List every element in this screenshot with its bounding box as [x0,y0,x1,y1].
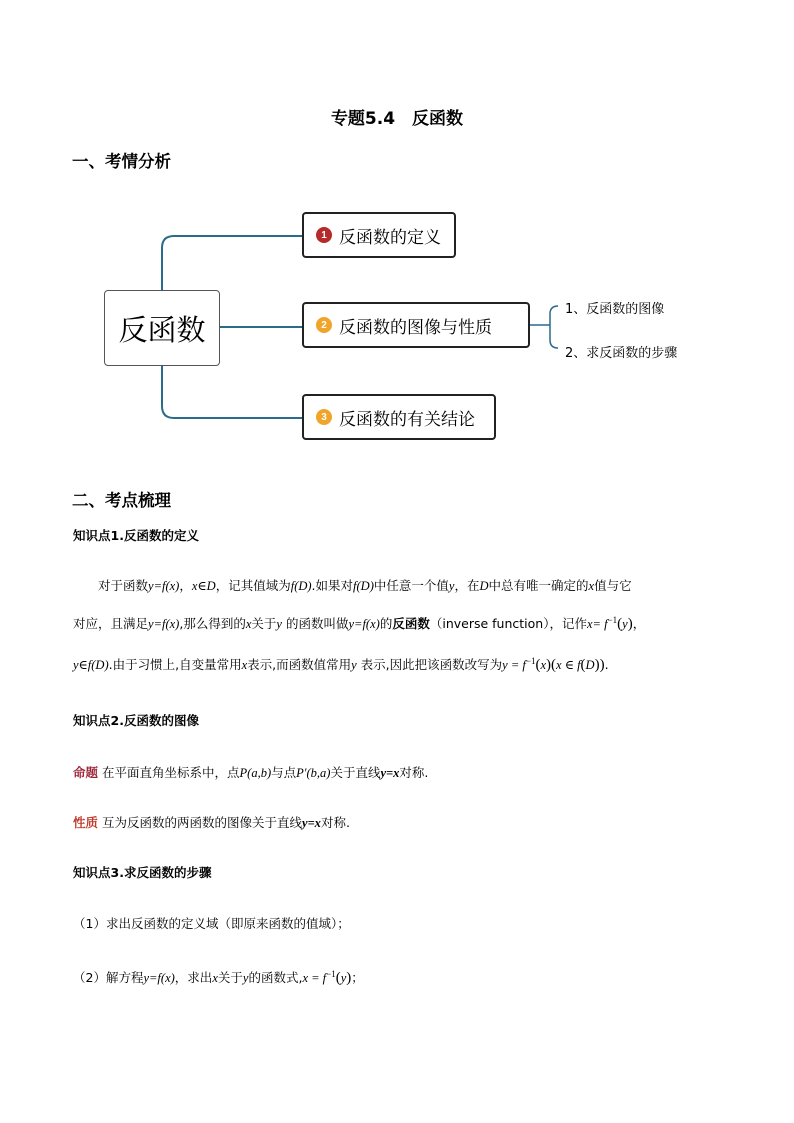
math: x [588,579,595,593]
mindmap-subnode-graph: 1、反函数的图像 [565,302,665,317]
text: 关于直线 [330,765,381,780]
math: D [585,658,595,672]
section-heading-points: 二、考点梳理 [72,491,171,510]
proposition-tag: 命题 [73,765,99,780]
math: x [241,658,248,672]
paragraph-line-3 [73,655,609,674]
math: f(D) [290,579,312,593]
math: P(a,b) [239,766,272,780]
text: 对称. [399,765,429,780]
math: y [276,617,282,631]
node-label: 反函数的定义 [339,227,441,248]
superscript: −1 [326,968,336,979]
text: 与点 [271,765,297,780]
math: x= f [586,617,608,631]
text: 对应，且满足 [73,616,149,631]
math: P′(b,a) [296,766,331,780]
mindmap-subnode-steps: 2、求反函数的步骤 [565,346,678,361]
section-heading-analysis: 一、考情分析 [72,152,171,171]
math: x [540,658,547,672]
proposition-line [73,763,428,781]
paren: ) [346,970,352,986]
math: x ∈ f [556,658,581,672]
property-tag: 性质 [73,815,99,830]
math: y=f(x) [348,617,380,631]
text: 的 [379,616,393,631]
paren: ( [580,657,586,673]
math: x [212,971,218,985]
node-label: 反函数的图像与性质 [339,317,492,338]
text: ，记其值域为 [215,578,291,593]
math: y=x [380,766,400,780]
number-badge: 2 [316,317,332,333]
math: y=f(x) [148,617,180,631]
paren: ( [335,970,341,986]
text: .由于习惯上,自变量常用 [108,657,242,672]
knowledge-point-1-heading: 知识点1.反函数的定义 [73,528,199,543]
text: ，在 [454,578,480,593]
text: （inverse function），记作 [429,616,587,631]
math: x∈D [191,579,216,593]
paragraph-line-1 [98,576,632,594]
property-line [73,813,350,831]
text: . [604,657,609,672]
paren: ) [627,616,633,632]
knowledge-point-3-heading: 知识点3.求反函数的步骤 [73,865,212,880]
text: 中总有唯一确定的 [488,578,589,593]
mindmap-node-conclusions [302,394,496,440]
mindmap-node-graph-properties [302,302,530,348]
term-inverse-function: 反函数 [392,616,430,631]
text: .如果对 [311,578,354,593]
text: ， [632,616,646,631]
paren: ( [617,616,623,632]
math: y [242,971,249,985]
math: y∈f(D) [73,658,109,672]
math: D [479,579,489,593]
superscript: −1 [607,614,618,625]
text: 中任意一个值 [373,578,449,593]
node-label: 反函数的有关结论 [339,409,475,430]
text: ，求出 [174,970,213,985]
math: y=x [302,816,321,830]
math: y [351,658,357,672]
text: 的函数式, [248,970,303,985]
mindmap-node-definition [302,212,456,258]
text: ,那么得到的 [179,616,246,631]
text: （2）解方程 [73,970,144,985]
paren: ) [594,657,600,673]
text: 关于 [251,616,277,631]
math: y [340,971,347,985]
text: 在平面直角坐标系中，点 [102,765,240,780]
superscript: −1 [525,655,536,666]
math: x [245,617,252,631]
text: 表示,而函数值常用 [247,657,352,672]
page-title: 专题5.4 反函数 [330,109,464,129]
math: x = f [302,971,327,985]
math: f(D) [353,579,374,593]
math: y = f [502,658,526,672]
math: y=f(x) [148,579,180,593]
text: 互为反函数的两函数的图像关于直线 [102,815,303,830]
step-2 [73,968,364,987]
math: y [622,617,628,631]
text: ， [179,578,192,593]
paren: ) [599,657,605,673]
math: y=f(x) [143,971,175,985]
paren: ( [535,657,541,673]
text: 表示,因此把该函数改写为 [356,657,503,672]
paren: ) [546,657,552,673]
step-1: （1）求出反函数的定义域（即原来函数的值域）； [73,916,350,931]
text: 对于函数 [98,578,149,593]
text: 的函数叫做 [281,616,349,631]
mindmap-root: 反函数 [104,290,220,366]
number-badge: 1 [316,227,332,243]
paragraph-line-2 [73,614,645,633]
math: y [448,579,455,593]
text: 关于 [217,970,243,985]
paren: ( [551,657,557,673]
text: 对称. [320,815,350,830]
text: ； [351,970,364,985]
number-badge: 3 [316,409,332,425]
text: 值与它 [594,578,632,593]
knowledge-point-2-heading: 知识点2.反函数的图像 [73,713,199,728]
